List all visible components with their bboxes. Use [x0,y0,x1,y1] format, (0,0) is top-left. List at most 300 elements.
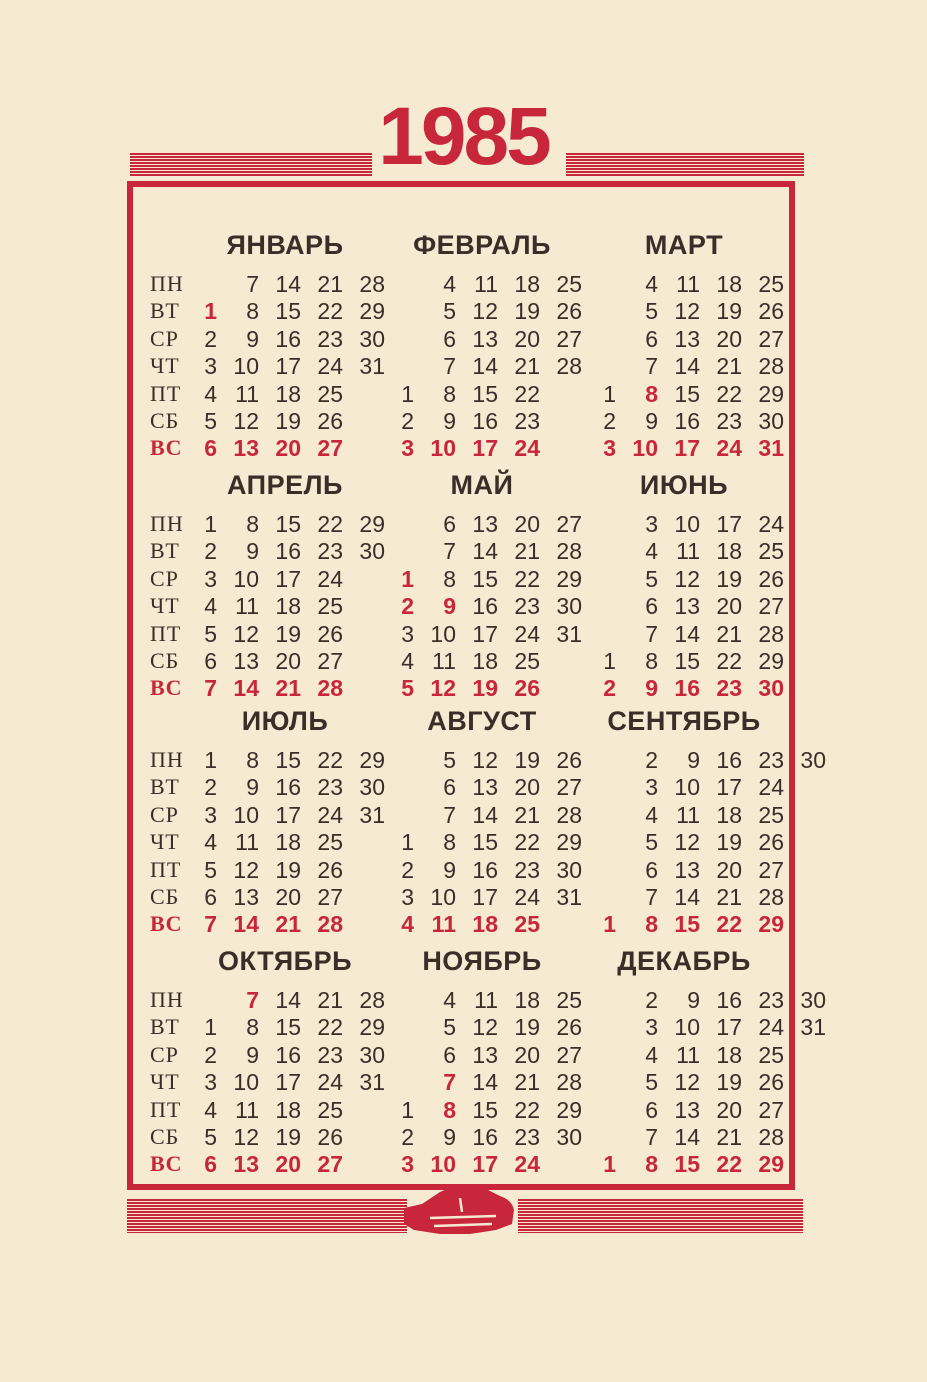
day-number: 24 [716,435,742,462]
day-number: 2 [204,538,217,565]
day-number: 6 [443,511,456,537]
day-number: 11 [676,1041,700,1068]
day-number: 12 [233,1124,259,1150]
day-number: 23 [758,987,784,1013]
top-right-stripe [566,153,804,177]
day-number: 18 [514,987,540,1013]
day-number: 18 [275,1096,301,1123]
weekday-label: СБ [150,884,180,909]
weekday-label: ВС [150,1151,183,1177]
day-number: 28 [758,620,784,647]
day-number: 16 [472,1124,498,1150]
day-number: 29 [556,829,582,856]
day-number: 22 [514,1096,540,1123]
day-number: 24 [514,620,540,647]
day-number: 16 [472,593,498,620]
day-number: 7 [645,620,658,647]
day-number: 2 [645,987,658,1013]
day-number: 14 [472,801,498,828]
day-number: 2 [401,593,414,620]
day-number: 13 [233,884,259,910]
day-number: 24 [317,565,343,592]
weekday-label: ПН [150,271,184,296]
day-number: 31 [359,353,385,380]
day-number: 12 [674,565,700,592]
day-number: 8 [443,565,456,592]
day-number: 16 [716,747,742,773]
day-number: 30 [556,856,582,883]
day-number: 12 [233,620,259,647]
day-number: 8 [645,1151,658,1178]
day-number: 5 [401,675,414,702]
day-number: 14 [674,884,700,910]
weekday-label: ВТ [150,298,180,324]
day-number: 8 [246,1014,259,1041]
day-number: 20 [716,325,742,352]
day-number: 28 [556,538,582,565]
month-title: ИЮНЬ [639,470,729,500]
day-number: 15 [674,648,700,674]
day-number: 19 [716,829,742,856]
day-number: 22 [514,829,540,856]
day-number: 23 [317,325,343,352]
day-number: 20 [514,1041,540,1068]
weekday-label: ПТ [150,1096,182,1122]
weekday-label: ЧТ [150,593,180,619]
day-number: 24 [514,435,540,462]
day-number: 29 [359,511,385,537]
day-number: 13 [472,325,498,352]
day-number: 30 [556,1124,582,1150]
day-number: 12 [674,1069,700,1096]
day-number: 6 [204,884,217,910]
day-number: 30 [800,987,826,1013]
day-number: 12 [472,747,498,773]
day-number: 15 [674,1151,700,1178]
day-number: 3 [645,1014,658,1041]
day-number: 2 [401,408,414,434]
day-number: 6 [645,325,658,352]
day-number: 14 [674,353,700,380]
day-number: 9 [246,774,259,801]
day-number: 27 [758,856,784,883]
day-number: 27 [556,1041,582,1068]
day-number: 14 [472,538,498,565]
day-number: 10 [430,1151,456,1178]
day-number: 16 [275,1041,301,1068]
weekday-label: СБ [150,648,180,673]
day-number: 4 [645,1041,658,1068]
day-number: 8 [443,1096,456,1123]
day-number: 22 [514,380,540,407]
day-number: 9 [645,675,658,702]
day-number: 25 [317,829,343,856]
day-number: 14 [472,1069,498,1096]
day-number: 26 [317,856,343,883]
day-number: 5 [204,408,217,434]
day-number: 26 [758,1069,784,1096]
day-number: 28 [758,884,784,910]
day-number: 3 [401,884,414,910]
day-number: 3 [204,353,217,380]
day-number: 9 [443,593,456,620]
month-title: МАРТ [644,230,724,260]
day-number: 4 [645,271,658,297]
day-number: 5 [204,620,217,647]
day-number: 22 [716,1151,742,1178]
month-title: АПРЕЛЬ [227,470,343,500]
day-number: 11 [676,801,700,828]
day-number: 20 [275,884,301,910]
day-number: 27 [758,1096,784,1123]
day-number: 3 [401,435,414,462]
weekday-label: ПТ [150,620,182,646]
bottom-right-stripe [518,1199,803,1233]
day-number: 24 [758,511,784,537]
day-number: 30 [359,1041,385,1068]
weekday-label: СР [150,801,179,827]
day-number: 19 [275,1124,301,1150]
weekday-label: ВТ [150,1014,180,1040]
day-number: 15 [275,747,301,773]
day-number: 25 [758,1041,784,1068]
day-number: 2 [645,747,658,773]
day-number: 29 [758,380,784,407]
day-number: 21 [275,675,301,702]
day-number: 11 [235,593,259,620]
day-number: 10 [233,565,259,592]
day-number: 19 [514,747,540,773]
day-number: 9 [246,1041,259,1068]
day-number: 18 [275,829,301,856]
day-number: 21 [317,987,343,1013]
day-number: 11 [235,1096,259,1123]
day-number: 27 [317,884,343,910]
day-number: 21 [514,353,540,380]
day-number: 27 [317,435,343,462]
day-number: 10 [233,801,259,828]
day-number: 19 [514,1014,540,1041]
day-number: 28 [556,1069,582,1096]
day-number: 20 [514,511,540,537]
day-number: 15 [674,380,700,407]
day-number: 6 [204,435,217,462]
day-number: 30 [758,675,784,702]
day-number: 9 [645,408,658,434]
weekday-label: ВС [150,435,183,461]
day-number: 7 [204,911,217,938]
day-number: 18 [716,1041,742,1068]
day-number: 14 [233,911,259,938]
day-number: 14 [233,675,259,702]
day-number: 9 [687,747,700,773]
day-number: 21 [514,1069,540,1096]
day-number: 19 [275,856,301,883]
day-number: 4 [443,987,456,1013]
day-number: 18 [716,538,742,565]
day-number: 15 [275,298,301,325]
day-number: 12 [674,829,700,856]
day-number: 20 [275,1151,301,1178]
day-number: 8 [443,380,456,407]
day-number: 22 [716,380,742,407]
weekday-label: ЧТ [150,829,180,855]
day-number: 7 [443,538,456,565]
day-number: 10 [430,435,456,462]
day-number: 2 [204,1041,217,1068]
day-number: 3 [401,1151,414,1178]
day-number: 12 [430,675,456,702]
weekday-label: ВС [150,911,183,937]
day-number: 23 [758,747,784,773]
day-number: 13 [472,774,498,801]
day-number: 26 [556,747,582,773]
day-number: 20 [716,593,742,620]
day-number: 21 [716,353,742,380]
day-number: 29 [758,911,784,938]
day-number: 24 [317,1069,343,1096]
weekday-label: СР [150,325,179,351]
weekday-label: ПН [150,747,184,772]
day-number: 15 [275,1014,301,1041]
weekday-label: СР [150,1041,179,1067]
day-number: 5 [204,856,217,883]
day-number: 26 [514,675,540,702]
day-number: 14 [472,353,498,380]
day-number: 10 [430,884,456,910]
day-number: 7 [443,353,456,380]
day-number: 28 [556,801,582,828]
day-number: 6 [645,593,658,620]
day-number: 3 [204,1069,217,1096]
day-number: 23 [514,408,540,434]
day-number: 7 [443,1069,456,1096]
day-number: 14 [674,620,700,647]
weekday-label: ВС [150,675,183,701]
day-number: 15 [472,380,498,407]
day-number: 3 [645,774,658,801]
day-number: 31 [556,884,582,910]
day-number: 20 [275,435,301,462]
weekday-label: ЧТ [150,353,180,379]
day-number: 29 [359,298,385,325]
day-number: 30 [800,747,826,773]
month-title: ОКТЯБРЬ [217,946,353,976]
day-number: 13 [472,511,498,537]
day-number: 24 [758,1014,784,1041]
day-number: 6 [204,1151,217,1178]
day-number: 7 [443,801,456,828]
day-number: 26 [317,620,343,647]
day-number: 22 [514,565,540,592]
day-number: 31 [359,1069,385,1096]
day-number: 30 [556,593,582,620]
day-number: 25 [514,911,540,938]
day-number: 25 [317,593,343,620]
day-number: 21 [716,620,742,647]
weekday-label: ВТ [150,774,180,800]
day-number: 28 [317,911,343,938]
day-number: 4 [204,593,217,620]
day-number: 11 [235,380,259,407]
day-number: 29 [556,565,582,592]
day-number: 17 [674,435,700,462]
day-number: 15 [472,565,498,592]
day-number: 27 [556,774,582,801]
day-number: 7 [204,675,217,702]
day-number: 20 [275,648,301,674]
day-number: 9 [443,408,456,434]
day-number: 31 [800,1014,826,1041]
day-number: 7 [645,353,658,380]
day-number: 28 [758,353,784,380]
day-number: 1 [401,380,414,407]
day-number: 22 [317,747,343,773]
day-number: 20 [716,1096,742,1123]
day-number: 23 [716,408,742,434]
day-number: 23 [317,1041,343,1068]
day-number: 13 [674,856,700,883]
day-number: 22 [716,911,742,938]
day-number: 9 [443,856,456,883]
day-number: 27 [556,511,582,537]
day-number: 23 [716,675,742,702]
day-number: 10 [430,620,456,647]
day-number: 20 [514,325,540,352]
day-number: 16 [716,987,742,1013]
day-number: 18 [514,271,540,297]
day-number: 3 [204,565,217,592]
day-number: 21 [317,271,343,297]
day-number: 14 [674,1124,700,1150]
day-number: 4 [401,911,414,938]
day-number: 28 [359,271,385,297]
day-number: 11 [235,829,259,856]
day-number: 17 [275,801,301,828]
day-number: 4 [443,271,456,297]
day-number: 2 [603,408,616,434]
clasped-hand-icon [400,1178,518,1240]
day-number: 17 [716,511,742,537]
day-number: 17 [472,435,498,462]
day-number: 1 [603,648,616,674]
day-number: 23 [317,774,343,801]
day-number: 3 [204,801,217,828]
day-number: 6 [443,325,456,352]
day-number: 5 [443,747,456,773]
day-number: 18 [716,271,742,297]
day-number: 24 [758,774,784,801]
day-number: 24 [317,801,343,828]
day-number: 8 [443,829,456,856]
day-number: 2 [603,675,616,702]
bottom-left-stripe [127,1199,407,1233]
day-number: 29 [359,1014,385,1041]
day-number: 31 [556,620,582,647]
day-number: 5 [204,1124,217,1150]
day-number: 22 [317,511,343,537]
day-number: 28 [556,353,582,380]
day-number: 24 [317,353,343,380]
day-number: 26 [556,298,582,325]
day-number: 23 [514,593,540,620]
day-number: 8 [645,911,658,938]
month-title: АВГУСТ [427,706,537,736]
day-number: 6 [443,774,456,801]
day-number: 14 [275,987,301,1013]
day-number: 9 [687,987,700,1013]
day-number: 1 [401,1096,414,1123]
day-number: 5 [645,298,658,325]
weekday-label: ВТ [150,538,180,564]
day-number: 1 [204,747,217,773]
day-number: 2 [204,325,217,352]
top-left-stripe [130,153,372,177]
month-title: ФЕВРАЛЬ [413,230,551,260]
day-number: 19 [716,298,742,325]
day-number: 21 [716,884,742,910]
day-number: 25 [758,271,784,297]
day-number: 21 [275,911,301,938]
day-number: 17 [472,620,498,647]
day-number: 5 [645,1069,658,1096]
day-number: 7 [645,1124,658,1150]
day-number: 1 [204,511,217,537]
day-number: 11 [474,987,498,1013]
day-number: 29 [758,648,784,674]
year-title: 1985 [378,91,549,182]
day-number: 13 [233,1151,259,1178]
day-number: 19 [716,1069,742,1096]
month-title: ИЮЛЬ [241,706,329,736]
day-number: 26 [758,298,784,325]
day-number: 11 [474,271,498,297]
day-number: 14 [275,271,301,297]
day-number: 1 [204,298,217,325]
day-number: 16 [472,856,498,883]
day-number: 7 [645,884,658,910]
day-number: 25 [317,1096,343,1123]
day-number: 28 [758,1124,784,1150]
day-number: 7 [246,271,259,297]
day-number: 2 [401,1124,414,1150]
day-number: 23 [514,1124,540,1150]
day-number: 17 [275,353,301,380]
day-number: 18 [472,648,498,674]
day-number: 10 [674,774,700,801]
day-number: 10 [233,1069,259,1096]
day-number: 27 [758,593,784,620]
day-number: 17 [716,774,742,801]
day-number: 4 [401,648,414,674]
day-number: 15 [472,829,498,856]
day-number: 15 [472,1096,498,1123]
day-number: 1 [401,829,414,856]
day-number: 3 [645,511,658,537]
day-number: 8 [246,747,259,773]
day-number: 25 [758,538,784,565]
weekday-label: СР [150,565,179,591]
day-number: 8 [246,298,259,325]
day-number: 8 [645,648,658,674]
day-number: 26 [758,565,784,592]
month-title: СЕНТЯБРЬ [607,706,761,736]
day-number: 8 [246,511,259,537]
day-number: 26 [317,408,343,434]
day-number: 23 [317,538,343,565]
day-number: 25 [317,380,343,407]
day-number: 25 [556,271,582,297]
